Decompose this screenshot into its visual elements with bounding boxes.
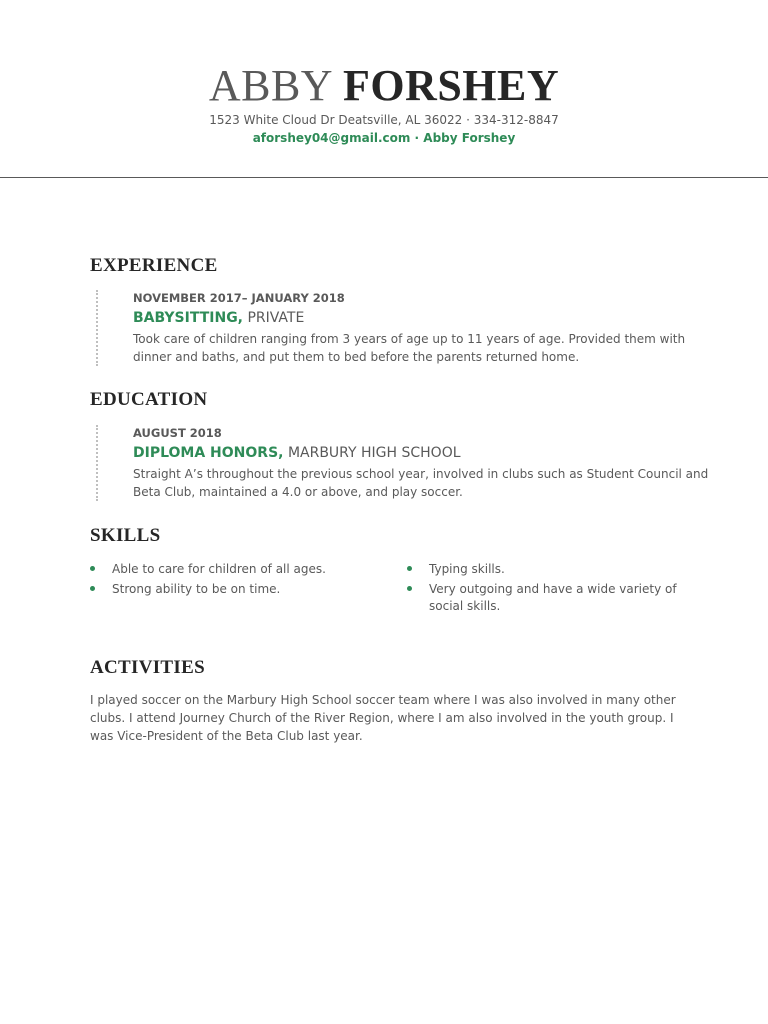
candidate-name: [0, 60, 768, 112]
education-role: [133, 443, 713, 463]
skills-list-left: [90, 561, 360, 601]
skill-text: Very outgoing and have a wide variety of social skills.: [429, 582, 677, 613]
education-description: Straight A’s throughout the previous school year, involved in clubs such as Student Council and Beta Club, maintained a 4.0 or above, and play soccer.: [133, 467, 709, 499]
skill-item: [407, 561, 677, 578]
skill-text: Typing skills.: [429, 562, 505, 576]
activities-heading: ACTIVITIES: [90, 657, 205, 678]
skill-item: [90, 581, 360, 598]
experience-date: NOVEMBER 2017– JANUARY 2018: [133, 291, 345, 305]
education-entry: [96, 425, 713, 501]
resume-header: [0, 60, 768, 146]
experience-heading: EXPERIENCE: [90, 255, 218, 276]
skills-list-right: [407, 561, 677, 618]
address-line: 1523 White Cloud Dr Deatsville, AL 36022 · 334-312-8847: [209, 113, 559, 127]
last-name: FORSHEY: [342, 61, 560, 110]
education-org: MARBURY HIGH SCHOOL: [287, 445, 461, 461]
skill-item: [407, 581, 677, 615]
experience-role: [133, 308, 713, 328]
experience-title: BABYSITTING,: [133, 310, 243, 326]
education-title: DIPLOMA HONORS,: [133, 445, 284, 461]
bullet-icon: [90, 586, 95, 591]
experience-description: Took care of children ranging from 3 years of age up to 11 years of age. Provided them with dinner and baths, and put them to bed before the parents returned home.: [133, 332, 686, 364]
skill-text: Able to care for children of all ages.: [112, 562, 326, 576]
contact-line: aforshey04@gmail.com · Abby Forshey: [252, 131, 516, 145]
skills-heading: SKILLS: [90, 525, 161, 546]
education-heading: EDUCATION: [90, 389, 208, 410]
activities-description: I played soccer on the Marbury High School soccer team where I was also involved in many other clubs. I attend Journey Church of the River Region, where I am also involved in the youth group. I was Vice-President of the Beta Club last year.: [90, 693, 676, 743]
header-divider: [0, 177, 768, 178]
bullet-icon: [407, 586, 412, 591]
experience-entry: [96, 290, 713, 366]
skill-text: Strong ability to be on time.: [112, 582, 281, 596]
experience-org: PRIVATE: [247, 310, 305, 326]
bullet-icon: [407, 566, 412, 571]
bullet-icon: [90, 566, 95, 571]
first-name: ABBY: [208, 61, 332, 110]
education-date: AUGUST 2018: [133, 426, 222, 440]
skill-item: [90, 561, 360, 578]
